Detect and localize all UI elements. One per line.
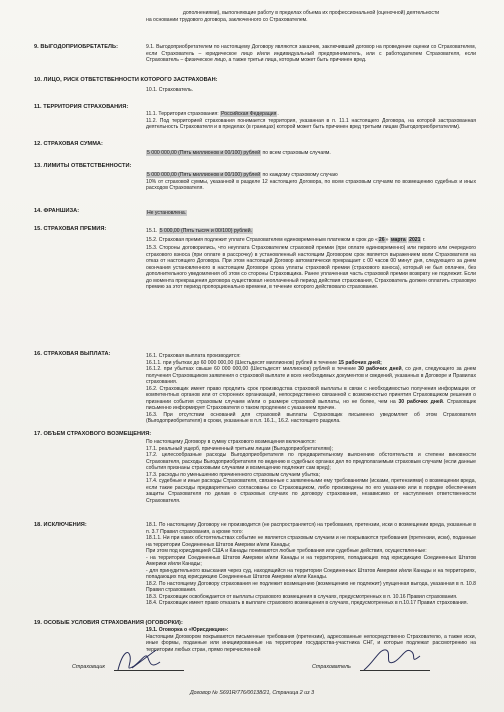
section-16-p11-pre: 16.1.1. при убытках до 60 000 000,00 (Шестьдесят миллионов) рублей в течение	[146, 359, 339, 366]
section-18-label: 18. ИСКЛЮЧЕНИЯ:	[34, 522, 87, 528]
payout-term-1: 15 рабочих дней;	[338, 359, 382, 366]
section-16-label: 16. СТРАХОВАЯ ВЫПЛАТА:	[34, 351, 111, 357]
premium-due-month: марта	[390, 236, 406, 243]
signature-row	[0, 658, 504, 680]
section-9-p1: 9.1. Выгодоприобретателем по настоящему Договору являются заказчик, заключивший договор на проведение оценки со Страхователем, если Страхователь – юридическое лицо и/или индивидуальный предприниматель, или с работодателем Страхователя, если Страхователь – физическое лицо, а также третьи лица, которым может быть причинен вред.	[146, 44, 476, 63]
section-11-p1-pre: 11.1. Территория страхования:	[146, 111, 221, 117]
section-17-p3: 17.3. расходы по уменьшению причиненного страховым случаем убытка;	[146, 471, 320, 478]
section-16-p1: 16.1. Страховая выплата производится:	[146, 353, 241, 359]
section-19-p1: Настоящим Договором покрываются письменные требования (претензии), адресованные непосредственно Страхователю, а также иски, иные формы, поданные или инициированные на территории государства-участника СНГ, и которые подлежат рассмотрению на территории любых стран, прямо перечисленной	[146, 633, 476, 653]
section-16-p3: 16.3. При отсутствии оснований для страховой выплаты Страховщик письменно уведомляет об этом Страхователя (Выгодоприобретателя) в сроки, указанные в п.п. 16.1., 16.2. настоящего раздела.	[146, 411, 476, 424]
section-14-text	[146, 210, 476, 217]
intro-line-2: на основании трудового договора, заключенного со Страхователем.	[146, 16, 308, 23]
section-15-label: 15. СТРАХОВАЯ ПРЕМИЯ:	[34, 226, 107, 232]
section-11-p2: 11.2. Под территорией страхования понимается территория, указанная в п. 11.1 настоящего Договора, на которой застрахованная деятельность Страхователя и в пределах (в границах) которой может быть причинен вред третьим лицам (Выгодоприобретателям).	[146, 117, 476, 130]
policyholder-label: Страхователь	[312, 664, 351, 670]
insurer-signature-icon	[112, 644, 172, 678]
section-18-text	[146, 522, 476, 607]
section-15-text	[146, 228, 476, 291]
section-18-p14: - для принудительного взыскания через суд, находящийся на территории Соединенных Штатов Америки и/или Канады и на территориях, попадающих под юрисдикцию Соединенных Штатов Америки и/или Канады.	[146, 567, 476, 580]
page-footer: Договор № S691R/776/00138/21, Страница 2 из 3	[189, 690, 315, 696]
section-17-p1: 17.1. реальный ущерб, причиненный третьим лицам (Выгодоприобретателям);	[146, 445, 333, 452]
section-10-p1: 10.1. Страхователь.	[146, 87, 194, 93]
section-17-p0: По настоящему Договору в сумму страхового возмещения включаются:	[146, 439, 316, 445]
section-18-p4: 18.4. Страховщик имеет право отказать в выплате страхового возмещения в случаях, предусмотренных в п.10.17 Правил страхования.	[146, 600, 468, 606]
section-18-p2: 18.2. По настоящему Договору страхования не подлежит возмещению (возмещению не подлежит) упущенная выгода, указанная в п. 10.8 Правил страхования.	[146, 580, 476, 593]
section-19-sub: 19.1. Оговорка о «Юрисдикции»:	[146, 627, 229, 633]
section-16-p12-pre: 16.1.2. при убытках свыше 60 000 000,00 (Шестьдесят миллионов) рублей в течение	[146, 366, 359, 372]
section-18-p3: 18.3. Страховщик освобождается от выплаты страхового возмещения в случаях, предусмотренных в п. 10.16 Правил страхования.	[146, 593, 458, 600]
insured-sum-value: 5 000 000,00 (Пять миллионов и 00/100) рублей	[147, 150, 261, 156]
section-13-text	[146, 172, 476, 192]
section-13-label: 13. ЛИМИТЫ ОТВЕТСТВЕННОСТИ:	[34, 163, 132, 169]
intro-line-1: дополнениями), выполняющие работу в пределах объема их профессиональной (оценочной) деятельности	[182, 10, 440, 16]
section-11-label: 11. ТЕРРИТОРИЯ СТРАХОВАНИЯ:	[34, 104, 129, 110]
section-17-label: 17. ОБЪЕМ СТРАХОВОГО ВОЗМЕЩЕНИЯ:	[34, 431, 152, 437]
section-18-p12: При этом под юрисдикцией США и Канады понимаются любые требования или судебные действия, осуществленные:	[146, 548, 427, 554]
section-12-post: по всем страховым случаям.	[261, 150, 331, 156]
section-19-text	[146, 627, 476, 653]
section-16-p12-post: , со дня, следующего за днем получения Страховщиком заявления о страховой выплате и всех необходимых документов и сведений, указанных в Договоре и Правилах страхования.	[146, 366, 476, 385]
section-15-p1-pre: 15.1.	[146, 228, 159, 234]
section-15-p3: 15.3. Стороны договорились, что неуплата Страхователем страховой премии (при оплате единовременно) или первого или очередного страхового взноса (при оплате в рассрочку) в установленный настоящим Договором срок является выражением воли Страхователя на отказ от настоящего Договора. При этом настоящий Договор автоматически прекращает с 00 часов 00 минут дня, следующего за днем окончания установленного в настоящем Договоре срока уплаты страховой премии (страхового взноса), который не был оплачен, без дополнительного уведомления об этом со стороны Страховщика. Ранее уплаченная часть страховой премии возврату не подлежит. Если до момента прекращения договора существовал неоплаченный период действия страхования, Страхователь должен оплатить страховую премию за этот период пропорционально времени, в течение которого действовало страхование.	[146, 245, 476, 290]
intro-text	[146, 10, 476, 23]
premium-due-day: 26	[378, 236, 385, 243]
section-18-p13: - на территории Соединенных Штатов Америки и/или Канады и на территориях, попадающих под юрисдикцию Соединенных Штатов Америки и/или Канады;	[146, 554, 476, 567]
section-15-p2-mid: »	[385, 236, 390, 243]
premium-due-year: 2021	[409, 236, 421, 243]
section-10-text	[146, 87, 476, 94]
section-10-label: 10. ЛИЦО, РИСК ОТВЕТСТВЕННОСТИ КОТОРОГО ЗАСТРАХОВАН:	[34, 77, 218, 83]
deductible-value: Не установлена.	[147, 210, 187, 216]
section-18-p1: 18.1. По настоящему Договору не производится (не распространяется) на требования, претензии, иски о возмещении вреда, указанные в п. 3.7 Правил страхования, а кроме того:	[146, 522, 476, 535]
section-9-text	[146, 44, 476, 64]
section-11-text	[146, 111, 476, 131]
policyholder-signature-icon	[360, 642, 424, 676]
section-16-p2-pre: 16.2. Страховщик имеет право продлить срок производства страховой выплаты в связи с необходимостью получения информации от компетентных органов или от сторонних организаций, непосредственно связанной с возможностью принятия Страховщиком решения о признании события страховым случаем и/или о размере страховой выплаты, но не более, чем на	[146, 385, 476, 405]
payout-term-2: 30 рабочих дней	[358, 366, 402, 372]
liability-limit-value: 5 000 000,00 (Пять миллионов и 00/100) рублей	[147, 172, 261, 178]
section-9-label: 9. ВЫГОДОПРИОБРЕТАТЕЛЬ:	[34, 44, 118, 50]
insurer-label: Страховщик	[72, 664, 105, 670]
section-12-label: 12. СТРАХОВАЯ СУММА:	[34, 141, 103, 147]
section-16-p2-post: . Страховщик письменно информирует Страхователя о таком продлении с указанием причин.	[146, 398, 476, 411]
section-15-p2-pre: 15.2. Страховая премия подлежит уплате Страхователем единовременным платежом в срок до «	[146, 236, 378, 243]
section-19-label: 19. ОСОБЫЕ УСЛОВИЯ СТРАХОВАНИЯ (ОГОВОРКИ):	[34, 620, 183, 626]
section-18-p11: 18.1.1. Ни при каких обстоятельствах событие не является страховым случаем и не покрываются требования (претензии, иски), поданные на территории Соединенных Штатов Америки и/или Канады;	[146, 535, 476, 548]
section-12-text	[146, 150, 476, 157]
premium-value: 5 000,00 (Пять тысяч и 00/100) рублей.	[159, 228, 252, 234]
extension-term: 30 рабочих дней	[398, 398, 443, 405]
section-17-p4: 17.4. судебные и иные расходы Страхователя, связанные с заявленными ему требованиями (исками, претензиями) о возмещении вреда, если такие расходы предварительно согласованы со Страховщиком, либо произведены по его указанию или в порядке обеспечения защиты Страхователя по делам о страховых случаях по договору страхования, независимо от наступления ответственности Страхователя.	[146, 478, 476, 504]
section-14-label: 14. ФРАНШИЗА:	[34, 208, 80, 214]
section-17-text	[146, 439, 476, 504]
section-11-p1-post: .	[277, 111, 279, 117]
section-13-p2: 10% от страховой суммы, указанной в разделе 12 настоящего Договора, по всем страховым случаям по возмещению судебных и иных расходов Страхователя.	[146, 178, 476, 191]
section-16-text	[146, 353, 476, 425]
section-17-p2: 17.2. целесообразные расходы Выгодоприобретателя по предварительному выяснению обстоятельств и степени виновности Страхователя, расходы Выгодоприобретателя по ведению в судебных органах дел по предполагаемым страховым случаям (если данные события признаны страховыми случаями и возмещению подлежит сам вред);	[146, 452, 476, 471]
section-13-post: по каждому страховому случаю	[261, 172, 338, 178]
section-15-p2-post: г.	[421, 236, 426, 243]
territory-value: Российская Федерация	[221, 111, 277, 117]
